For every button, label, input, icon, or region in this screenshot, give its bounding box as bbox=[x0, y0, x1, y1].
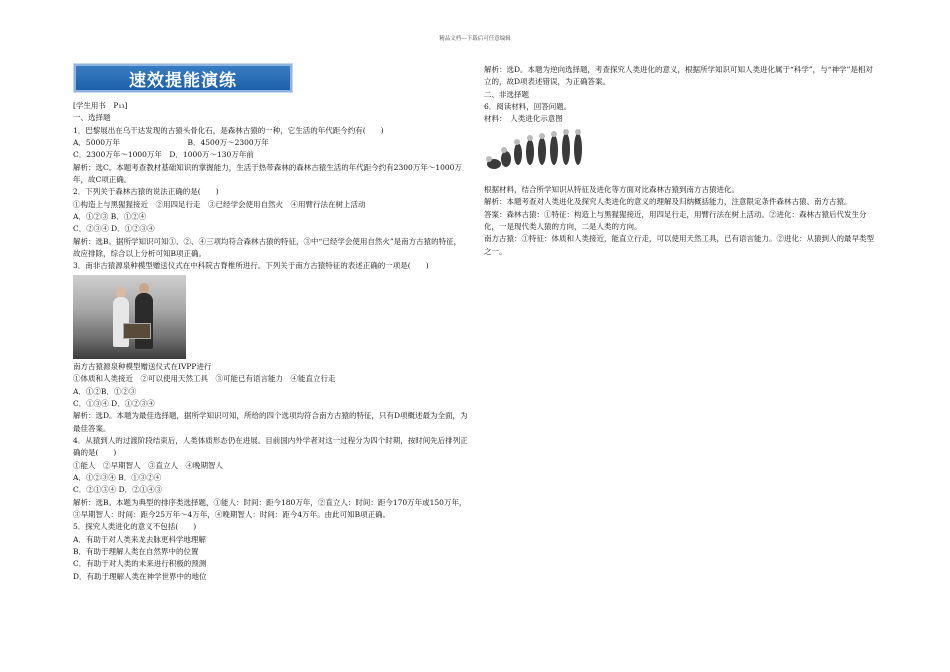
text-line: 4．从猿到人的过渡阶段结束后，人类体质形态仍在进展。目前国内外学者对这一过程分为四个时期，按时间先后排列正确的是( ) bbox=[73, 435, 468, 458]
text-line: A．5000万年 B．4500万～2300万年 bbox=[73, 138, 269, 148]
page-header: 精品文档---下载后可任意编辑 bbox=[439, 36, 511, 42]
text-line: 1．巴黎展出在乌干达发现的古猿头骨化石，是森林古猿的一种，它生活的年代距今约有( ) bbox=[73, 125, 384, 135]
right-text-a bbox=[484, 64, 879, 126]
text-line: 2．下列关于森林古猿的说法正确的是( ) bbox=[73, 187, 219, 197]
text-line: ①构造上与黑猩猩接近 ②用四足行走 ③已经学会使用自然火 ④用臂行法在树上活动 bbox=[73, 199, 366, 209]
text-line: C．②③④ D．①②③④ bbox=[73, 224, 155, 234]
text-line: 5．探究人类进化的意义不包括( ) bbox=[73, 522, 197, 532]
text-line: 解析：选B。本题为典型的排序类选择题，①能人：时间：距今180万年，②直立人：时间：距今170万年或150万年，③早期智人：时间：距今25万年～4万年，④晚期智人：时间：距今4万年。由此可知B项正确。 bbox=[73, 497, 467, 519]
right-text-b bbox=[484, 184, 879, 258]
text-line: ①体质和人类接近 ②可以使用天然工具 ③可能已有语言能力 ④能直立行走 bbox=[73, 374, 336, 384]
text-line: 一、选择题 bbox=[73, 113, 111, 123]
human-evolution-diagram bbox=[484, 128, 594, 174]
text-line: 解析：选D。本题为逆向选择题，考查探究人类进化的意义，根据所学知识可知人类进化属于“科学”，与“神学”是相对立的，故D项表述错误，为正确答案。 bbox=[484, 65, 873, 87]
left-column bbox=[73, 100, 468, 583]
text-line: ①能人 ②早期智人 ③直立人 ④晚期智人 bbox=[73, 460, 223, 470]
text-line: 6．阅读材料，回答问题。 bbox=[484, 102, 572, 112]
text-line: 解析：本题考查对人类进化及探究人类进化的意义的理解及归纳概括能力，注意限定条件森林古猿、南方古猿。 bbox=[484, 197, 852, 207]
text-line: A．①②③④ B．①③②④ bbox=[73, 472, 162, 482]
text-line: 根据材料，结合所学知识从特征及进化等方面对比森林古猿到南方古猿进化。 bbox=[484, 185, 739, 195]
text-line: 答案：森林古猿：①特征：构造上与黑猩猩接近，用四足行走，用臂行法在树上活动。②进化：森林古猿后代发生分化，一是现代类人猿的方向，二是人类的方向。 bbox=[484, 209, 867, 232]
text-line: D．有助于理解人类在神学世界中的地位 bbox=[73, 571, 207, 581]
text-line: 3．南非古猿源泉种模型赠送仪式在中科院古脊椎所进行。下列关于南方古猿特征的表述正确的一项是( ) bbox=[73, 261, 429, 271]
model-ceremony-photo bbox=[73, 275, 186, 359]
text-line: 解析：选C。本题考查教材基础知识的掌握能力，生活于热带森林的森林古猿生活的年代距今约有2300万年～1000万年，故C项正确。 bbox=[73, 162, 462, 185]
text-line: 材料： 人类进化示意图 bbox=[484, 114, 563, 124]
text-line: 解析：选B。据所学知识可知①、②、④三项均符合森林古猿的特征，③中“已经学会使用自然火”是南方古猿的特征，故应排除，综合以上分析可知B项正确。 bbox=[73, 236, 462, 259]
text-line: B．有助于理解人类在自然界中的位置 bbox=[73, 546, 199, 556]
left-text-a bbox=[73, 100, 468, 273]
text-line: A．有助于对人类来龙去脉更科学地理解 bbox=[73, 534, 206, 544]
text-line: C．有助于对人类的未来进行积极的预测 bbox=[73, 559, 207, 569]
text-line: A．①②③ B．①②④ bbox=[73, 212, 147, 222]
text-line: 南方古猿源泉种模型赠送仪式在IVPP进行 bbox=[73, 361, 212, 371]
text-line: A．①②B．①②③ bbox=[73, 386, 137, 396]
section-banner: 速效提能演练 bbox=[73, 63, 293, 93]
text-line: C．2300万年～1000万年 D．1000万～130万年前 bbox=[73, 150, 254, 160]
right-column bbox=[484, 64, 879, 258]
text-line: 解析：选D。本题为最佳选择题，据所学知识可知，所给的四个选项均符合南方古猿的特征，只有D项概述最为全面，为最佳答案。 bbox=[73, 411, 468, 433]
text-line: C．①③④ D．①②③④ bbox=[73, 398, 155, 408]
text-line: 二、非选择题 bbox=[484, 89, 529, 99]
text-line: C．②①③④ D．②①④③ bbox=[73, 485, 163, 495]
text-line: 南方古猿：①特征：体质和人类接近，能直立行走，可以使用天然工具，已有语言能力。②进化：从猿到人的最早类型之一。 bbox=[484, 234, 874, 256]
text-line: [学生用书 P₁₃] bbox=[73, 101, 128, 110]
left-text-b bbox=[73, 361, 468, 583]
